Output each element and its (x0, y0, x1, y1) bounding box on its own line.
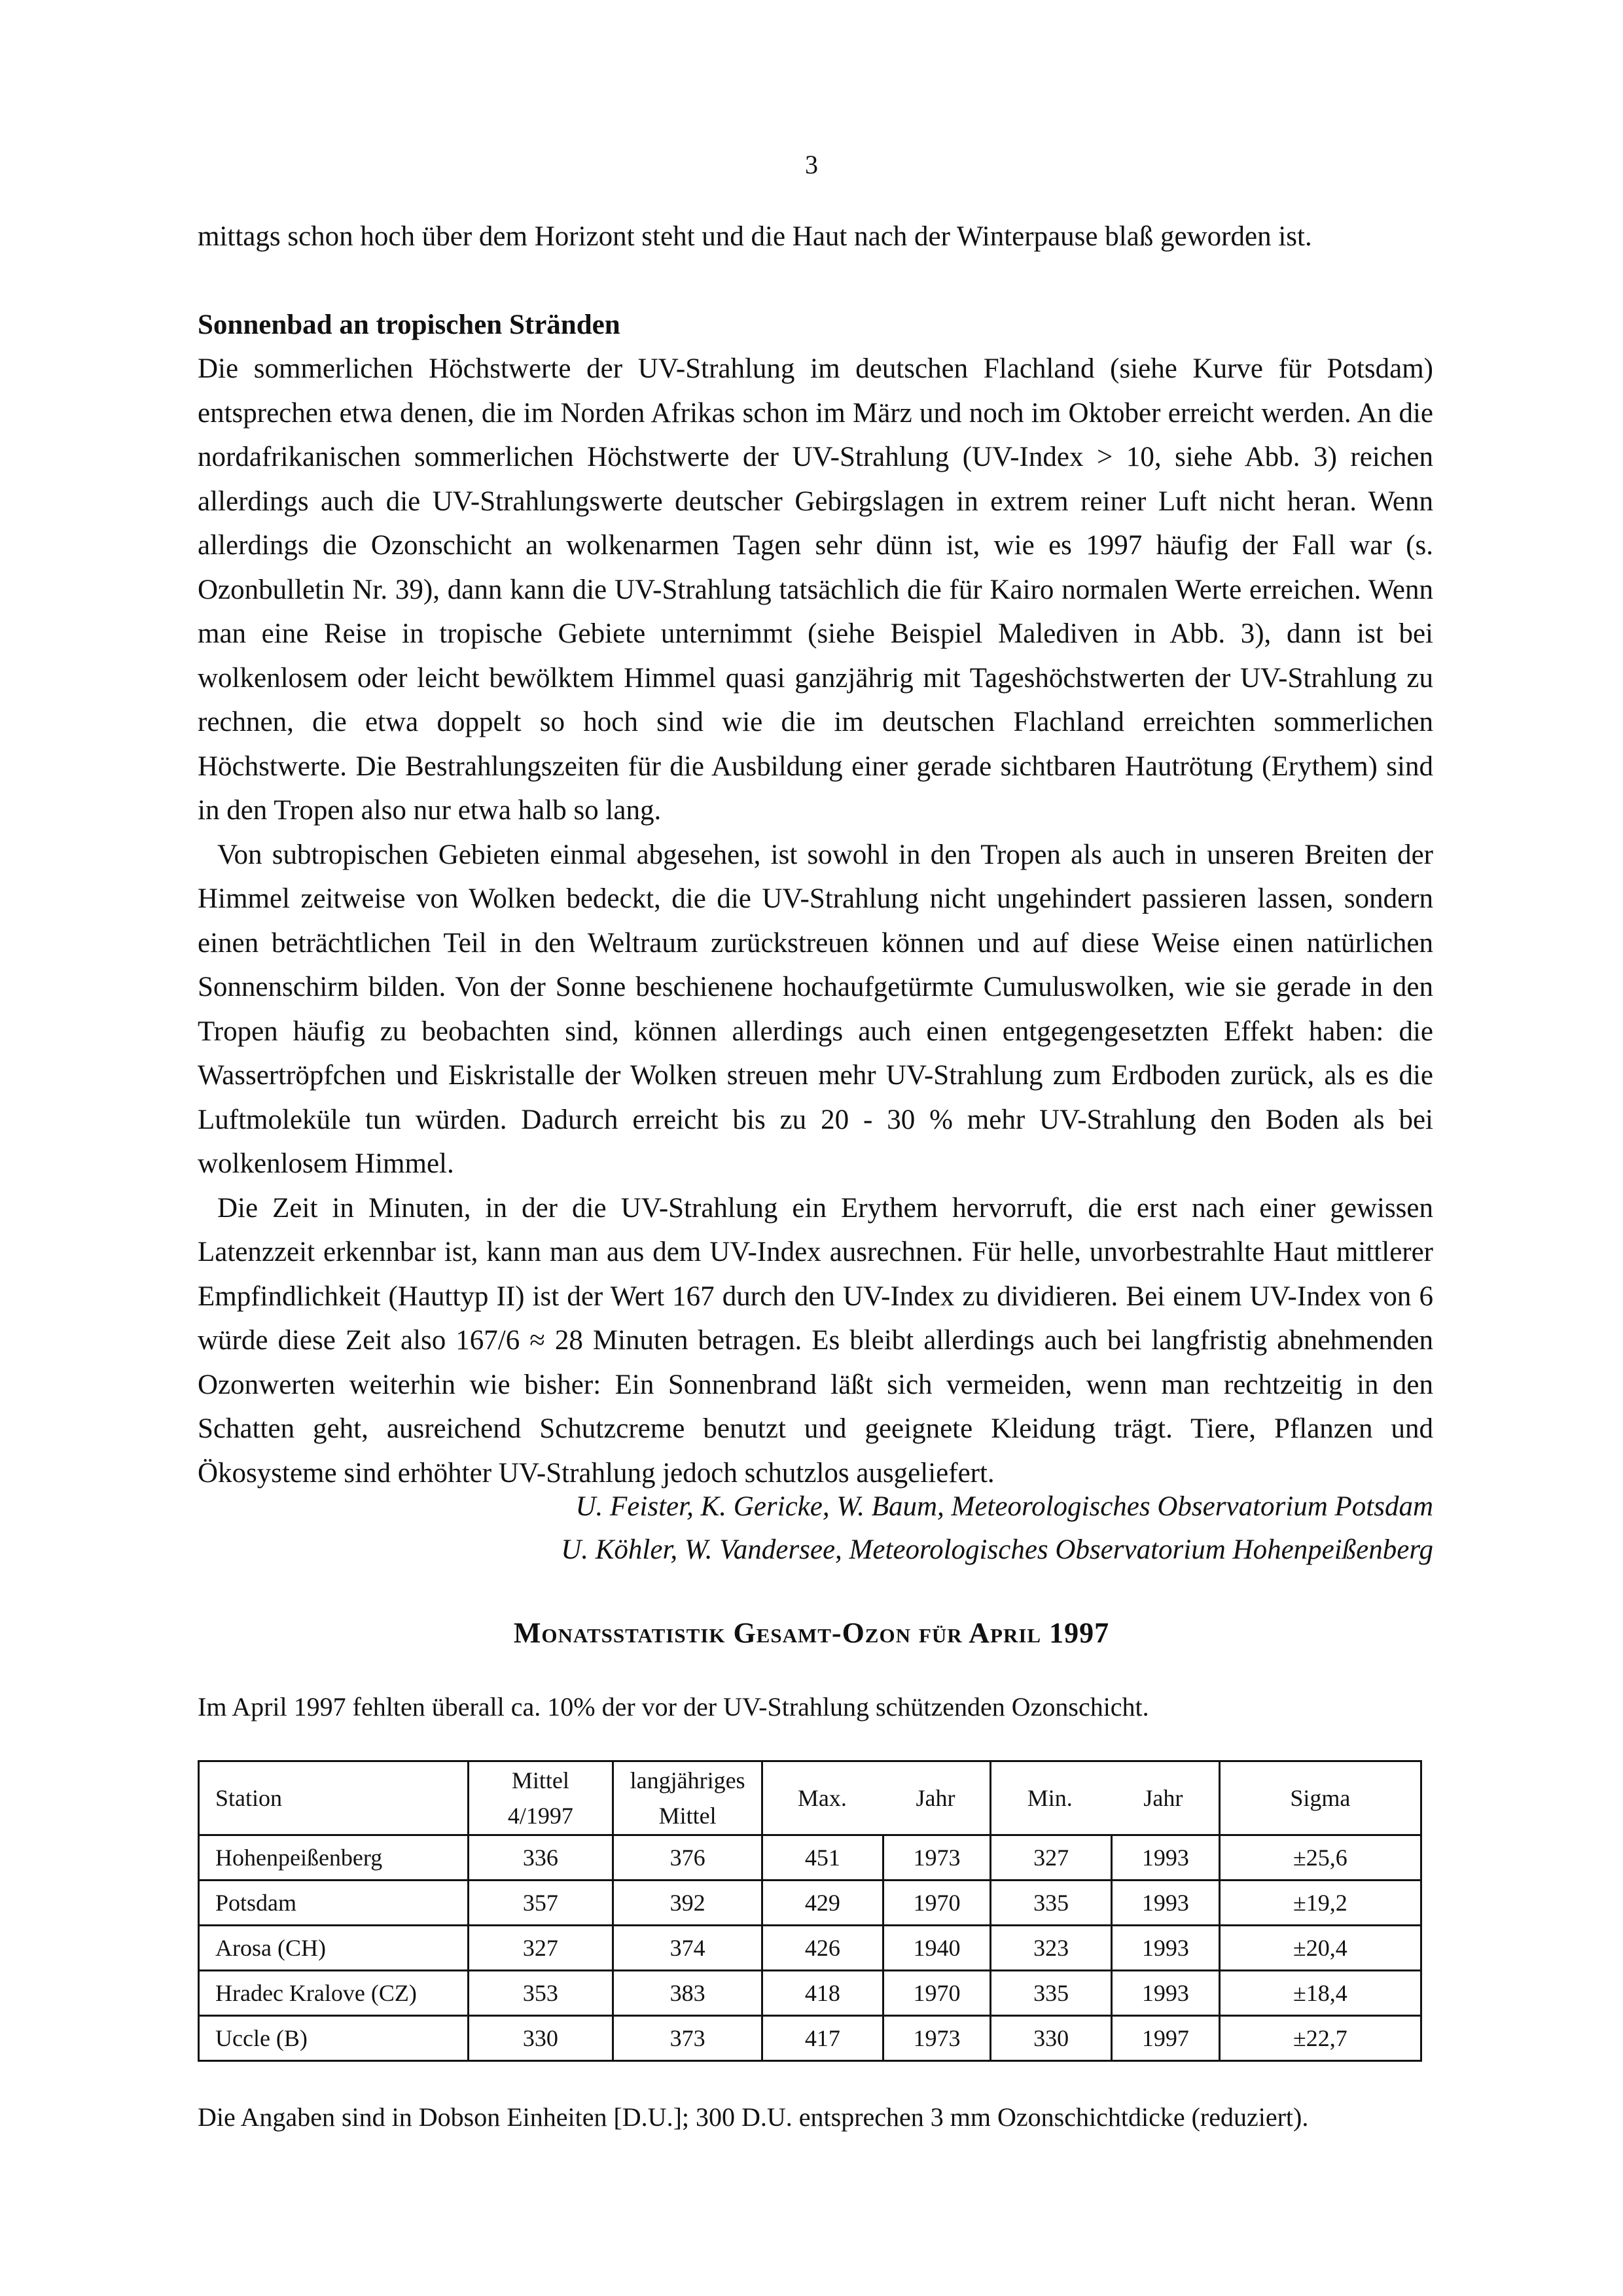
continuation-line: mittags schon hoch über dem Horizont steht und die Haut nach der Winterpause blaß geworden ist. (198, 221, 1312, 252)
cell-longterm-mean: 374 (613, 1926, 762, 1971)
cell-min: 335 (991, 1971, 1112, 2016)
header-longterm-mean (613, 1761, 762, 1835)
header-max-year: Jahr (916, 1785, 955, 1811)
cell-station: Hohenpeißenberg (199, 1835, 469, 1881)
stats-title: Monatsstatistik Gesamt-Ozon für April 1997 (513, 1617, 1110, 1649)
cell-station: Hradec Kralove (CZ) (199, 1971, 469, 2016)
cell-max-year: 1973 (883, 2016, 991, 2061)
cell-sigma: ±22,7 (1219, 2016, 1421, 2061)
section-heading: Sonnenbad an tropischen Stränden (198, 309, 620, 340)
cell-min-year: 1997 (1111, 2016, 1219, 2061)
header-min-group (991, 1761, 1219, 1835)
cell-min: 327 (991, 1835, 1112, 1881)
table-footnote: Die Angaben sind in Dobson Einheiten [D.U.]; 300 D.U. entsprechen 3 mm Ozonschichtdicke (reduziert). (198, 2102, 1309, 2132)
cell-max: 426 (762, 1926, 883, 1971)
table-header-row (199, 1761, 1421, 1835)
header-station: Station (199, 1761, 469, 1835)
paragraph-3: Die Zeit in Minuten, in der die UV-Strahlung ein Erythem hervorruft, die erst nach einer gewissen Latenzzeit erkennbar ist, kann man aus dem UV-Index ausrechnen. Für helle, unvorbestrahlte Haut mittlerer Empfindlichkeit (Hauttyp II) ist der Wert 167 durch den UV-Index zu dividieren. Bei einem UV-Index von 6 würde diese Zeit also 167/6 ≈ 28 Minuten betragen. Es bleibt allerdings auch bei langfristig abnehmenden Ozonwerten weiterhin wie bisher: Ein Sonnenbrand läßt sich vermeiden, wenn man rechtzeitig in den Schatten geht, ausreichend Schutzcreme benutzt und geeignete Kleidung trägt. Tiere, Pflanzen und Ökosysteme sind erhöhter UV-Strahlung jedoch schutzlos ausgeliefert. (198, 1192, 1433, 1489)
cell-min: 330 (991, 2016, 1112, 2061)
header-longterm-line2: Mittel (658, 1803, 717, 1829)
cell-max: 429 (762, 1881, 883, 1926)
table-row (199, 1971, 1421, 2016)
cell-mean: 336 (468, 1835, 613, 1881)
cell-station: Uccle (B) (199, 2016, 469, 2061)
table-row (199, 1881, 1421, 1926)
cell-min: 323 (991, 1926, 1112, 1971)
header-min: Min. (1027, 1785, 1073, 1811)
cell-max-year: 1970 (883, 1881, 991, 1926)
cell-station: Arosa (CH) (199, 1926, 469, 1971)
cell-min-year: 1993 (1111, 1881, 1219, 1926)
cell-max: 417 (762, 2016, 883, 2061)
cell-max-year: 1973 (883, 1835, 991, 1881)
cell-min: 335 (991, 1881, 1112, 1926)
cell-max-year: 1940 (883, 1926, 991, 1971)
cell-sigma: ±18,4 (1219, 1971, 1421, 2016)
author-line-hohenpeissenberg: U. Köhler, W. Vandersee, Meteorologisches Observatorium Hohenpeißenberg (561, 1534, 1433, 1565)
page-number: 3 (805, 150, 818, 179)
table-row (199, 1835, 1421, 1881)
cell-mean: 353 (468, 1971, 613, 2016)
paragraph-gap (198, 259, 1433, 303)
table-row (199, 2016, 1421, 2061)
cell-sigma: ±20,4 (1219, 1926, 1421, 1971)
cell-min-year: 1993 (1111, 1971, 1219, 2016)
cell-station: Potsdam (199, 1881, 469, 1926)
table-row (199, 1926, 1421, 1971)
header-max: Max. (797, 1785, 847, 1811)
author-block (198, 1485, 1433, 1572)
cell-longterm-mean: 373 (613, 2016, 762, 2061)
header-max-group (762, 1761, 991, 1835)
header-mean (468, 1761, 613, 1835)
paragraph-2: Von subtropischen Gebieten einmal abgesehen, ist sowohl in den Tropen als auch in unseren Breiten der Himmel zeitweise von Wolken bedeckt, die die UV-Strahlung nicht ungehindert passieren lassen, sondern einen beträchtlichen Teil in den Weltraum zurückstreuen können und auf diese Weise einen natürlichen Sonnenschirm bilden. Von der Sonne beschienene hochaufgetürmte Cumuluswolken, wie sie gerade in den Tropen häufig zu beobachten sind, können allerdings auch einen entgegengesetzten Effekt haben: die Wassertröpfchen und Eiskristalle der Wolken streuen mehr UV-Strahlung zum Erdboden zurück, als es die Luftmoleküle tun würden. Dadurch erreicht bis zu 20 - 30 % mehr UV-Strahlung den Boden als bei wolkenlosem Himmel. (198, 839, 1433, 1179)
cell-min-year: 1993 (1111, 1926, 1219, 1971)
cell-longterm-mean: 383 (613, 1971, 762, 2016)
cell-longterm-mean: 392 (613, 1881, 762, 1926)
header-min-year: Jahr (1143, 1785, 1183, 1811)
cell-min-year: 1993 (1111, 1835, 1219, 1881)
cell-mean: 327 (468, 1926, 613, 1971)
body-text (198, 215, 1433, 1495)
ozone-stats-table (198, 1760, 1422, 2062)
cell-mean: 330 (468, 2016, 613, 2061)
header-sigma: Sigma (1219, 1761, 1421, 1835)
author-line-potsdam: U. Feister, K. Gericke, W. Baum, Meteorologisches Observatorium Potsdam (575, 1491, 1433, 1522)
cell-sigma: ±25,6 (1219, 1835, 1421, 1881)
cell-max: 418 (762, 1971, 883, 2016)
stats-intro: Im April 1997 fehlten überall ca. 10% der vor der UV-Strahlung schützenden Ozonschicht. (198, 1692, 1149, 1722)
header-mean-line2: 4/1997 (507, 1803, 573, 1829)
cell-mean: 357 (468, 1881, 613, 1926)
cell-max-year: 1970 (883, 1971, 991, 2016)
cell-longterm-mean: 376 (613, 1835, 762, 1881)
header-mean-line1: Mittel (511, 1767, 569, 1793)
cell-max: 451 (762, 1835, 883, 1881)
paragraph-1: Die sommerlichen Höchstwerte der UV-Strahlung im deutschen Flachland (siehe Kurve für Potsdam) entsprechen etwa denen, die im Norden Afrikas schon im März und noch im Oktober erreicht werden. An die nordafrikanischen sommerlichen Höchstwerte der UV-Strahlung (UV-Index > 10, siehe Abb. 3) reichen allerdings auch die UV-Strahlungswerte deutscher Gebirgslagen in extrem reiner Luft nicht heran. Wenn allerdings die Ozonschicht an wolkenarmen Tagen sehr dünn ist, wie es 1997 häufig der Fall war (s. Ozonbulletin Nr. 39), dann kann die UV-Strahlung tatsächlich die für Kairo normalen Werte erreichen. Wenn man eine Reise in tropische Gebiete unternimmt (siehe Beispiel Malediven in Abb. 3), dann ist bei wolkenlosem oder leicht bewölktem Himmel quasi ganzjährig mit Tageshöchstwerten der UV-Strahlung zu rechnen, die etwa doppelt so hoch sind wie die im deutschen Flachland erreichten sommerlichen Höchstwerte. Die Bestrahlungszeiten für die Ausbildung einer gerade sichtbaren Hautrötung (Erythem) sind in den Tropen also nur etwa halb so lang. (198, 353, 1433, 826)
header-longterm-line1: langjähriges (630, 1767, 745, 1793)
cell-sigma: ±19,2 (1219, 1881, 1421, 1926)
